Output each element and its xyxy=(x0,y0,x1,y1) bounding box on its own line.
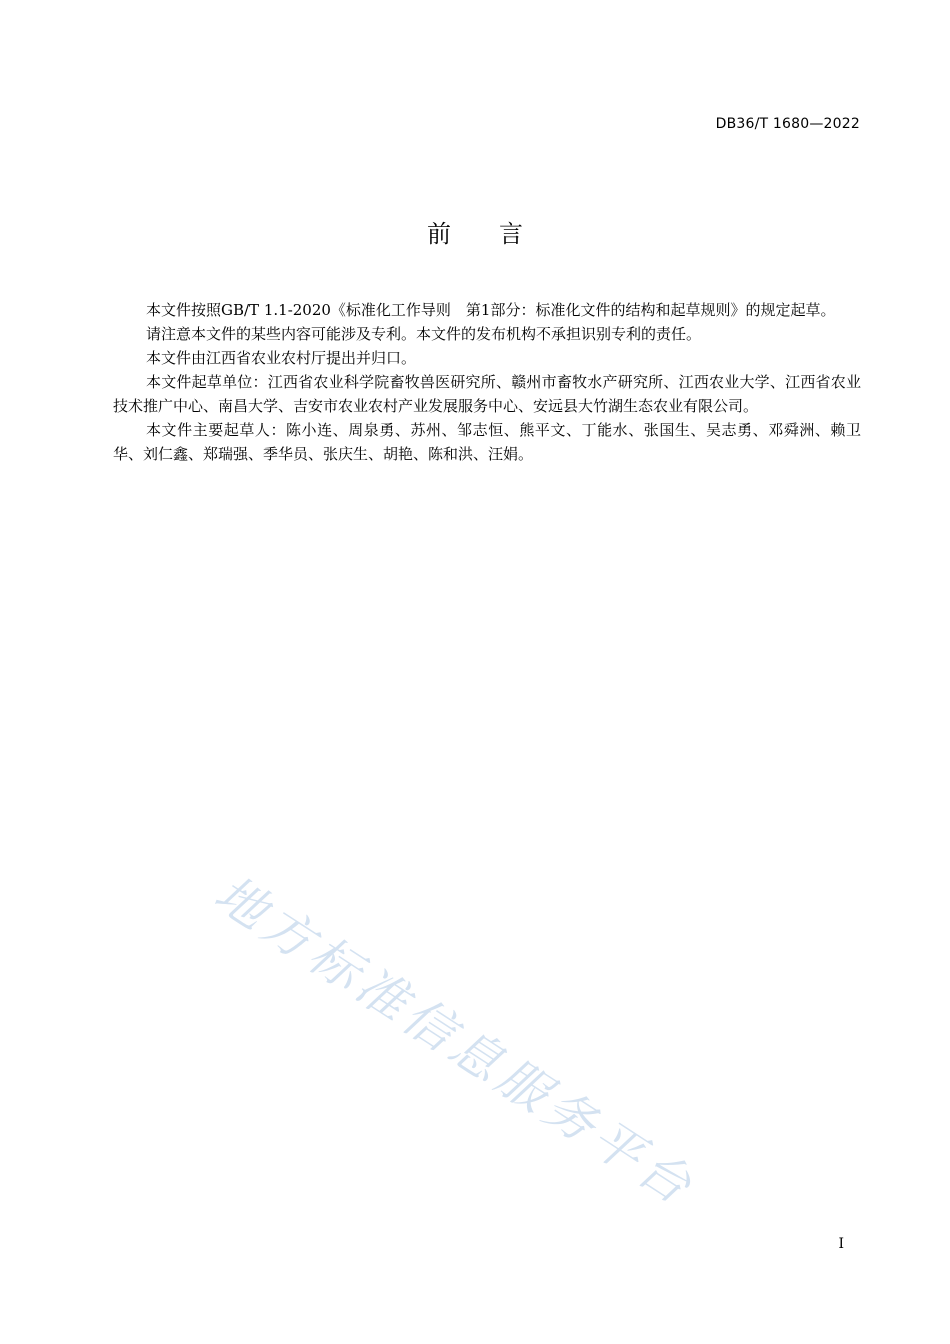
paragraph-drafting-rules: 本文件按照GB/T 1.1-2020《标准化工作导则 第1部分：标准化文件的结构和起草规则》的规定起草。 xyxy=(146,301,836,319)
paragraph-drafters: 本文件主要起草人：陈小连、周泉勇、苏州、邹志恒、熊平文、丁能水、张国生、吴志勇、邓舜洲、赖卫华、刘仁鑫、郑瑞强、季华员、张庆生、胡艳、陈和洪、汪娟。 xyxy=(113,421,861,463)
page-number: I xyxy=(838,1236,844,1252)
document-code: DB36/T 1680—2022 xyxy=(715,116,860,132)
foreword-body xyxy=(113,298,861,466)
watermark-text: 地方标准信息服务平台 xyxy=(204,864,706,1218)
paragraph-patent-notice: 请注意本文件的某些内容可能涉及专利。本文件的发布机构不承担识别专利的责任。 xyxy=(146,325,702,343)
paragraph-drafting-units: 本文件起草单位：江西省农业科学院畜牧兽医研究所、赣州市畜牧水产研究所、江西农业大学、江西省农业技术推广中心、南昌大学、吉安市农业农村产业发展服务中心、安远县大竹湖生态农业有限公司。 xyxy=(113,373,861,415)
paragraph-proposer: 本文件由江西省农业农村厅提出并归口。 xyxy=(146,349,417,367)
page-title: 前言 xyxy=(427,220,571,248)
